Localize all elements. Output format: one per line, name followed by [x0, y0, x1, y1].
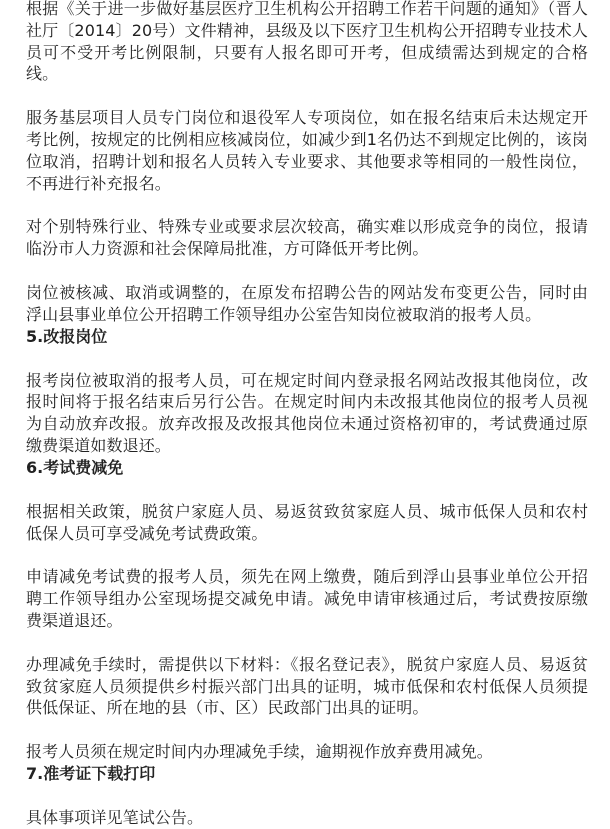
paragraph-special-positions: 服务基层项目人员专门岗位和退役军人专项岗位，如在报名结束后未达规定开考比例，按规定的比例相应核减岗位，如减少到1名仍达不到规定比例的，该岗位取消，招聘计划和报名人员转入专业要求、其他要求等相同的一般性岗位，不再进行补充报名。 [26, 108, 588, 193]
section-heading-admission-ticket: 7.准考证下载打印 [26, 763, 156, 783]
paragraph-fee-waiver-eligibility: 根据相关政策，脱贫户家庭人员、易返贫致贫家庭人员、城市低保人员和农村低保人员可享受减免考试费政策。 [26, 501, 588, 543]
paragraph-lower-ratio: 对个别特殊行业、特殊专业或要求层次较高，确实难以形成竞争的岗位，报请临汾市人力资源和社会保障局批准，方可降低开考比例。 [26, 217, 588, 259]
paragraph-admission-ticket: 具体事项详见笔试公告。 [26, 807, 204, 827]
paragraph-fee-waiver-materials: 办理减免手续时，需提供以下材料：《报名登记表》，脱贫户家庭人员、易返贫致贫家庭人员须提供乡村振兴部门出具的证明，城市低保和农村低保人员须提供低保证、所在地的县（市、区）民政部门出具的证明。 [26, 654, 588, 718]
section-heading-change-position: 5.改报岗位 [26, 326, 108, 346]
paragraph-fee-waiver-deadline: 报考人员须在规定时间内办理减免手续，逾期视作放弃费用减免。 [26, 742, 493, 762]
paragraph-fee-waiver-application: 申请减免考试费的报考人员，须先在网上缴费，随后到浮山县事业单位公开招聘工作领导组办公室现场提交减免申请。减免申请审核通过后，考试费按原缴费渠道退还。 [26, 567, 588, 630]
paragraph-exam-ratio-policy: 根据《关于进一步做好基层医疗卫生机构公开招聘工作若干问题的通知》（晋人社厅〔2014〕20号）文件精神，县级及以下医疗卫生机构公开招聘专业技术人员可不受开考比例限制，只要有人报名即可开考，但成绩需达到规定的合格线。 [26, 0, 588, 84]
paragraph-change-position: 报考岗位被取消的报考人员，可在规定时间内登录报名网站改报其他岗位，改报时间将于报名结束后另行公告。在规定时间内未改报其他岗位的报考人员视为自动放弃改报。放弃改报及改报其他岗位未通过资格初审的，考试费通过原缴费渠道如数退还。 [26, 370, 588, 455]
section-heading-fee-waiver: 6.考试费减免 [26, 457, 124, 477]
paragraph-position-change-notice: 岗位被核减、取消或调整的，在原发布招聘公告的网站发布变更公告，同时由浮山县事业单位公开招聘工作领导组办公室告知岗位被取消的报考人员。 [26, 282, 588, 324]
